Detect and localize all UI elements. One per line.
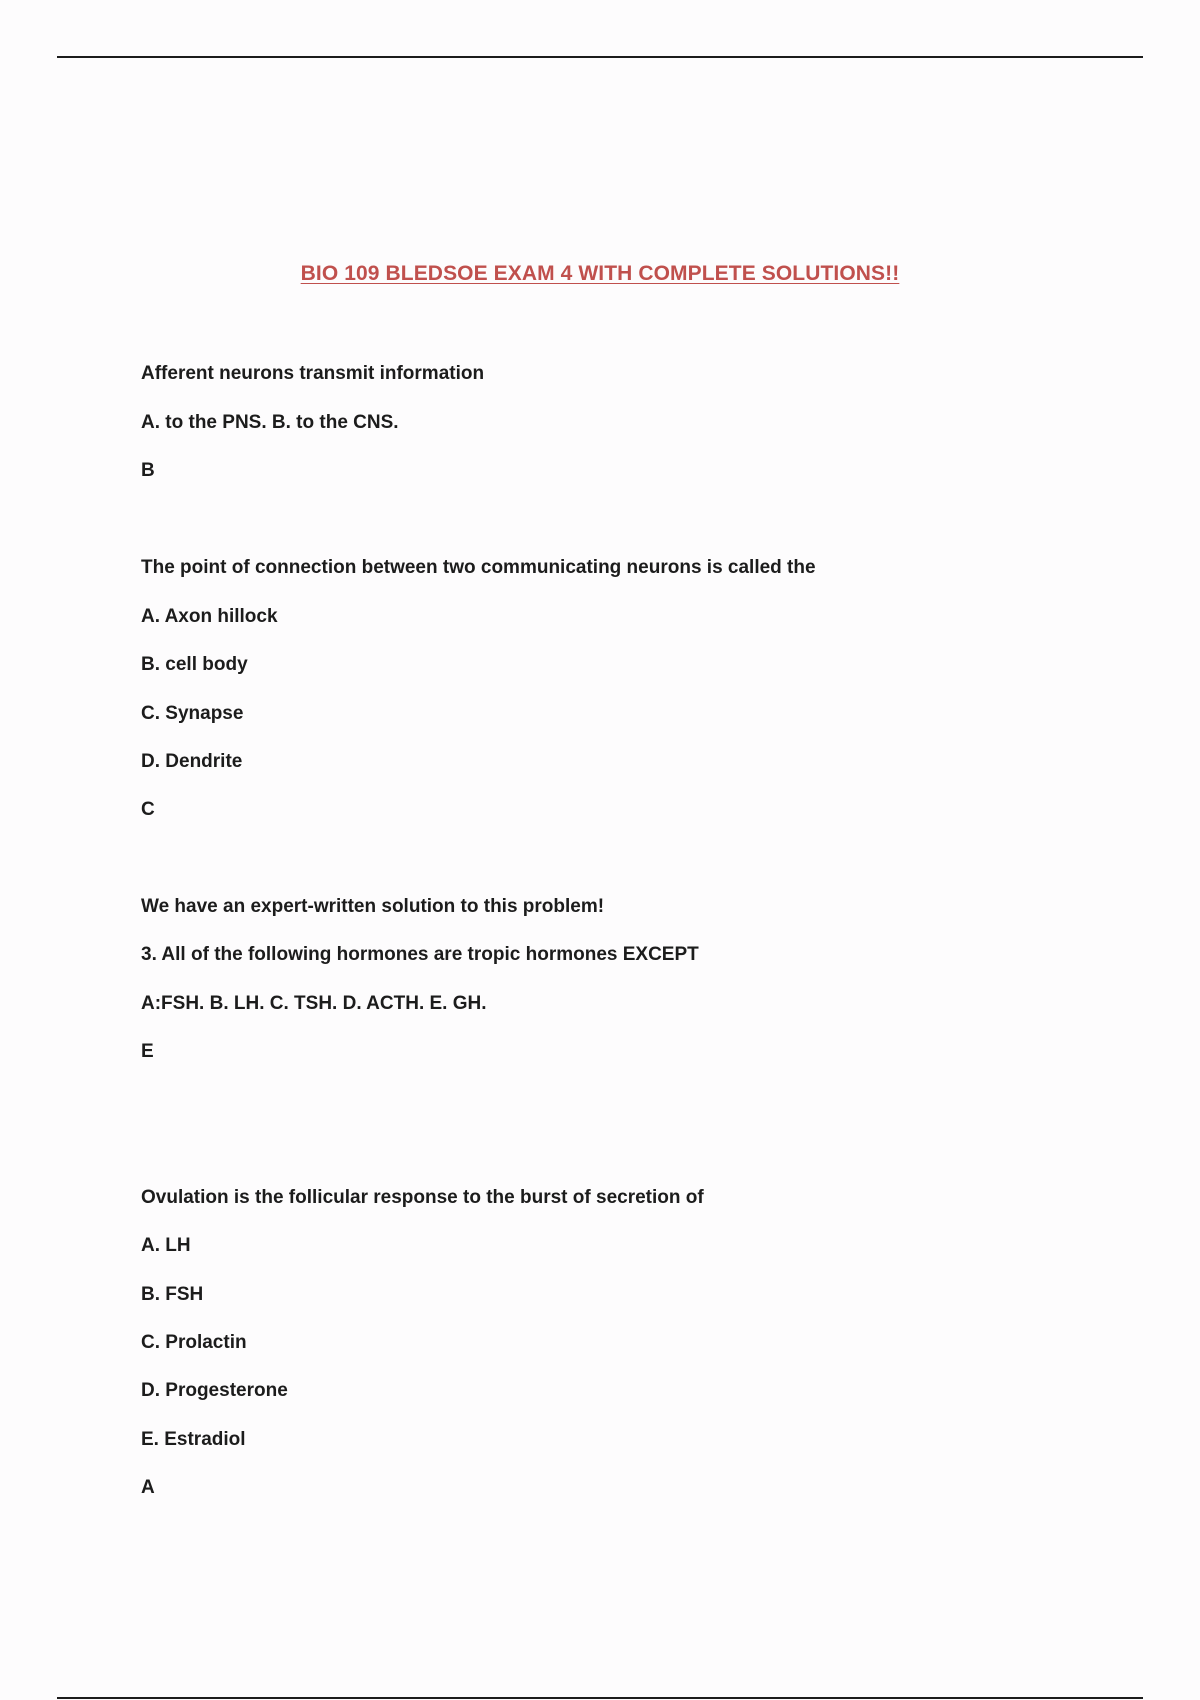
expert-solution-note: We have an expert-written solution to this problem! bbox=[141, 896, 605, 917]
question-2-option-b: B. cell body bbox=[141, 654, 248, 675]
question-2-option-a: A. Axon hillock bbox=[141, 606, 278, 627]
question-1-options: A. to the PNS. B. to the CNS. bbox=[141, 412, 399, 433]
question-4-option-e: E. Estradiol bbox=[141, 1429, 246, 1450]
bottom-rule bbox=[57, 1697, 1143, 1699]
question-4-option-d: D. Progesterone bbox=[141, 1380, 288, 1401]
question-4-answer: A bbox=[141, 1477, 155, 1498]
question-4-text: Ovulation is the follicular response to the burst of secretion of bbox=[141, 1187, 704, 1208]
question-2-answer: C bbox=[141, 799, 155, 820]
top-rule bbox=[57, 56, 1143, 58]
question-2-option-c: C. Synapse bbox=[141, 703, 244, 724]
question-3-text: 3. All of the following hormones are tropic hormones EXCEPT bbox=[141, 944, 699, 965]
document-title: BIO 109 BLEDSOE EXAM 4 WITH COMPLETE SOLUTIONS!! bbox=[300, 262, 900, 285]
question-4-option-a: A. LH bbox=[141, 1235, 191, 1256]
question-2-text: The point of connection between two communicating neurons is called the bbox=[141, 557, 816, 578]
question-1-text: Afferent neurons transmit information bbox=[141, 363, 485, 384]
question-3-options: A:FSH. B. LH. C. TSH. D. ACTH. E. GH. bbox=[141, 993, 487, 1014]
question-2-option-d: D. Dendrite bbox=[141, 751, 243, 772]
question-3-answer: E bbox=[141, 1041, 154, 1062]
question-4-option-c: C. Prolactin bbox=[141, 1332, 247, 1353]
question-4-option-b: B. FSH bbox=[141, 1284, 204, 1305]
question-1-answer: B bbox=[141, 460, 155, 481]
